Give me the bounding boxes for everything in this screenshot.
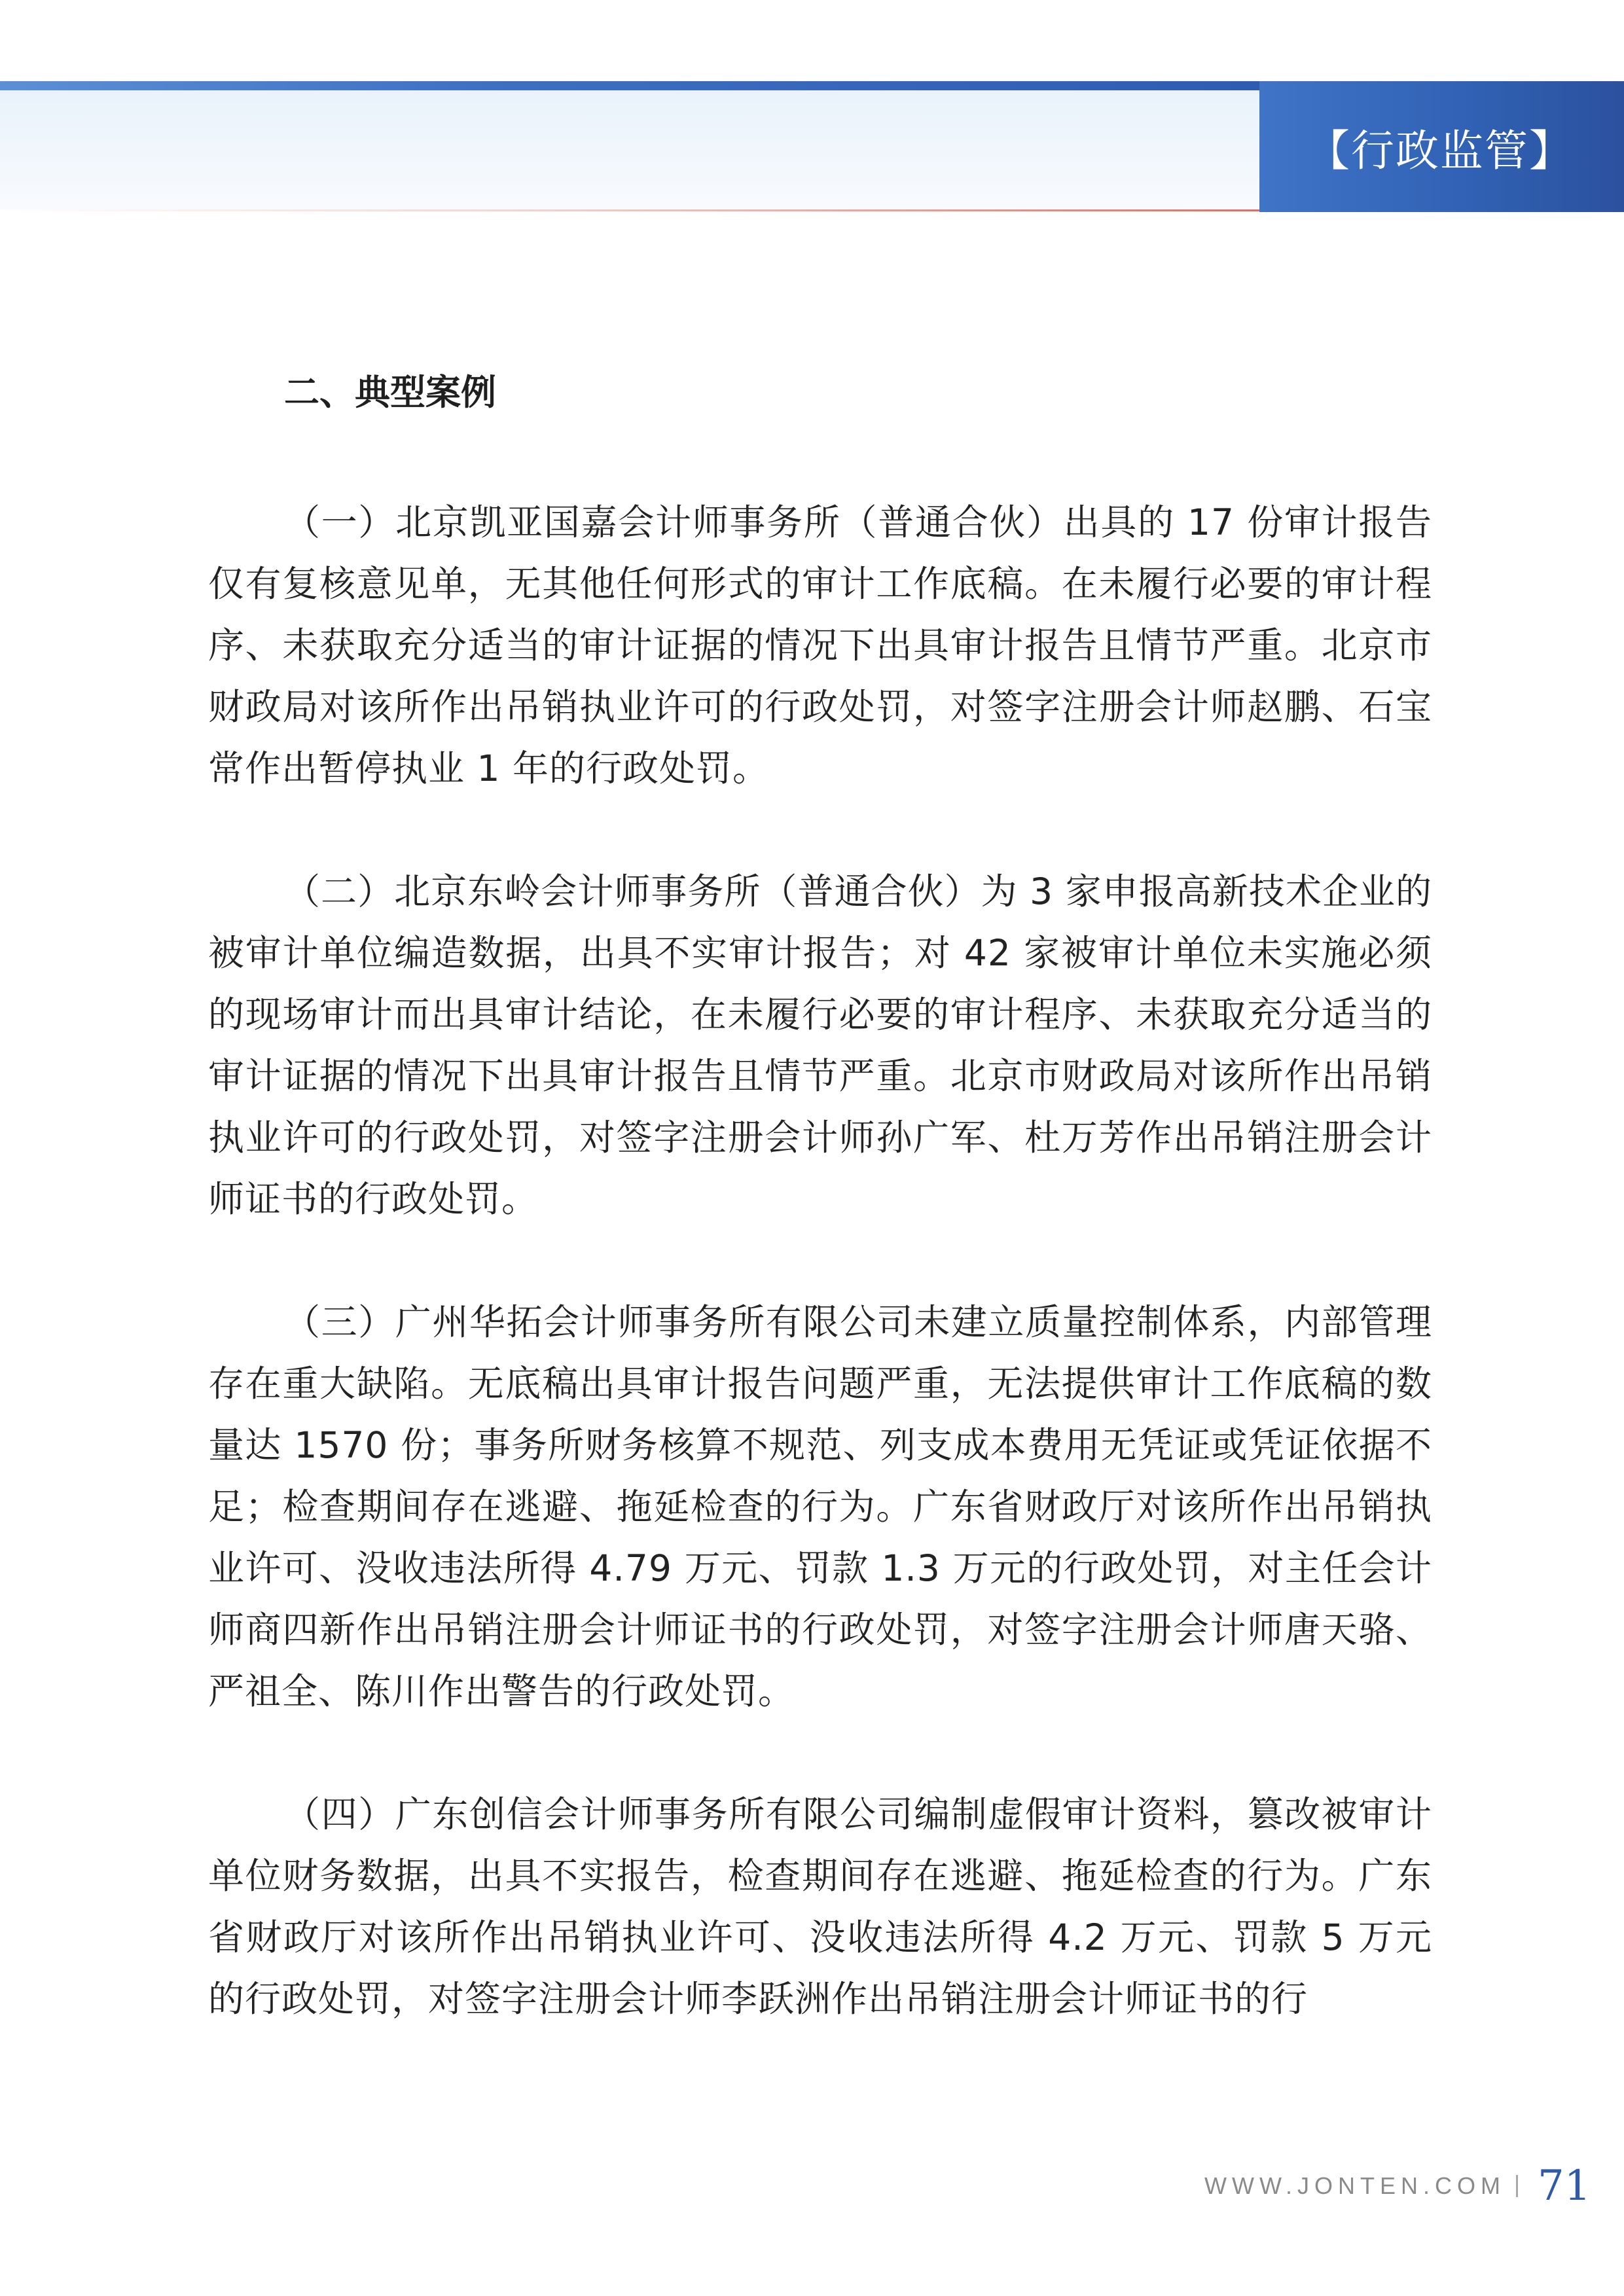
footer-divider [1516,2175,1518,2197]
case-paragraph-2: （二）北京东岭会计师事务所（普通合伙）为 3 家申报高新技术企业的被审计单位编造数据，出具不实审计报告；对 42 家被审计单位未实施必须的现场审计而出具审计结论，在未履行必要的审计程序、未获取充分适当的审计证据的情况下出具审计报告且情节严重。北京市财政局对该所作出吊销执业许可的行政处罚，对签字注册会计师孙广军、杜万芳作出吊销注册会计师证书的行政处罚。 [208,870,1432,1220]
page-footer [1204,2160,1591,2212]
header-top-rule [0,81,1259,90]
case-paragraph-3: （三）广州华拓会计师事务所有限公司未建立质量控制体系，内部管理存在重大缺陷。无底稿出具审计报告问题严重，无法提供审计工作底稿的数量达 1570 份；事务所财务核算不规范、列支成本费用无凭证或凭证依据不足；检查期间存在逃避、拖延检查的行为。广东省财政厅对该所作出吊销执业许可、没收违法所得 4.79 万元、罚款 1.3 万元的行政处罚，对主任会计师商四新作出吊销注册会计师证书的行政处罚，对签字注册会计师唐天骆、严祖全、陈川作出警告的行政处罚。 [208,1301,1432,1712]
case-paragraph-4: （四）广东创信会计师事务所有限公司编制虚假审计资料，篡改被审计单位财务数据，出具不实报告，检查期间存在逃避、拖延检查的行为。广东省财政厅对该所作出吊销执业许可、没收违法所得 4.2 万元、罚款 5 万元的行政处罚，对签字注册会计师李跃洲作出吊销注册会计师证书的行 [208,1793,1432,2020]
header-background [0,90,1259,211]
section-label: 【行政监管】 [1307,125,1574,176]
footer-website: WWW.JONTEN.COM [1204,2172,1506,2199]
section-title: 二、典型案例 [284,372,496,413]
section-badge [1259,81,1624,212]
article-body [208,357,1432,2091]
page-number: 71 [1537,2162,1591,2210]
header-bottom-rule [0,209,1259,211]
case-paragraph-1: （一）北京凯亚国嘉会计师事务所（普通合伙）出具的 17 份审计报告仅有复核意见单，无其他任何形式的审计工作底稿。在未履行必要的审计程序、未获取充分适当的审计证据的情况下出具审计报告且情节严重。北京市财政局对该所作出吊销执业许可的行政处罚，对签字注册会计师赵鹏、石宝常作出暂停执业 1 年的行政处罚。 [208,501,1432,789]
